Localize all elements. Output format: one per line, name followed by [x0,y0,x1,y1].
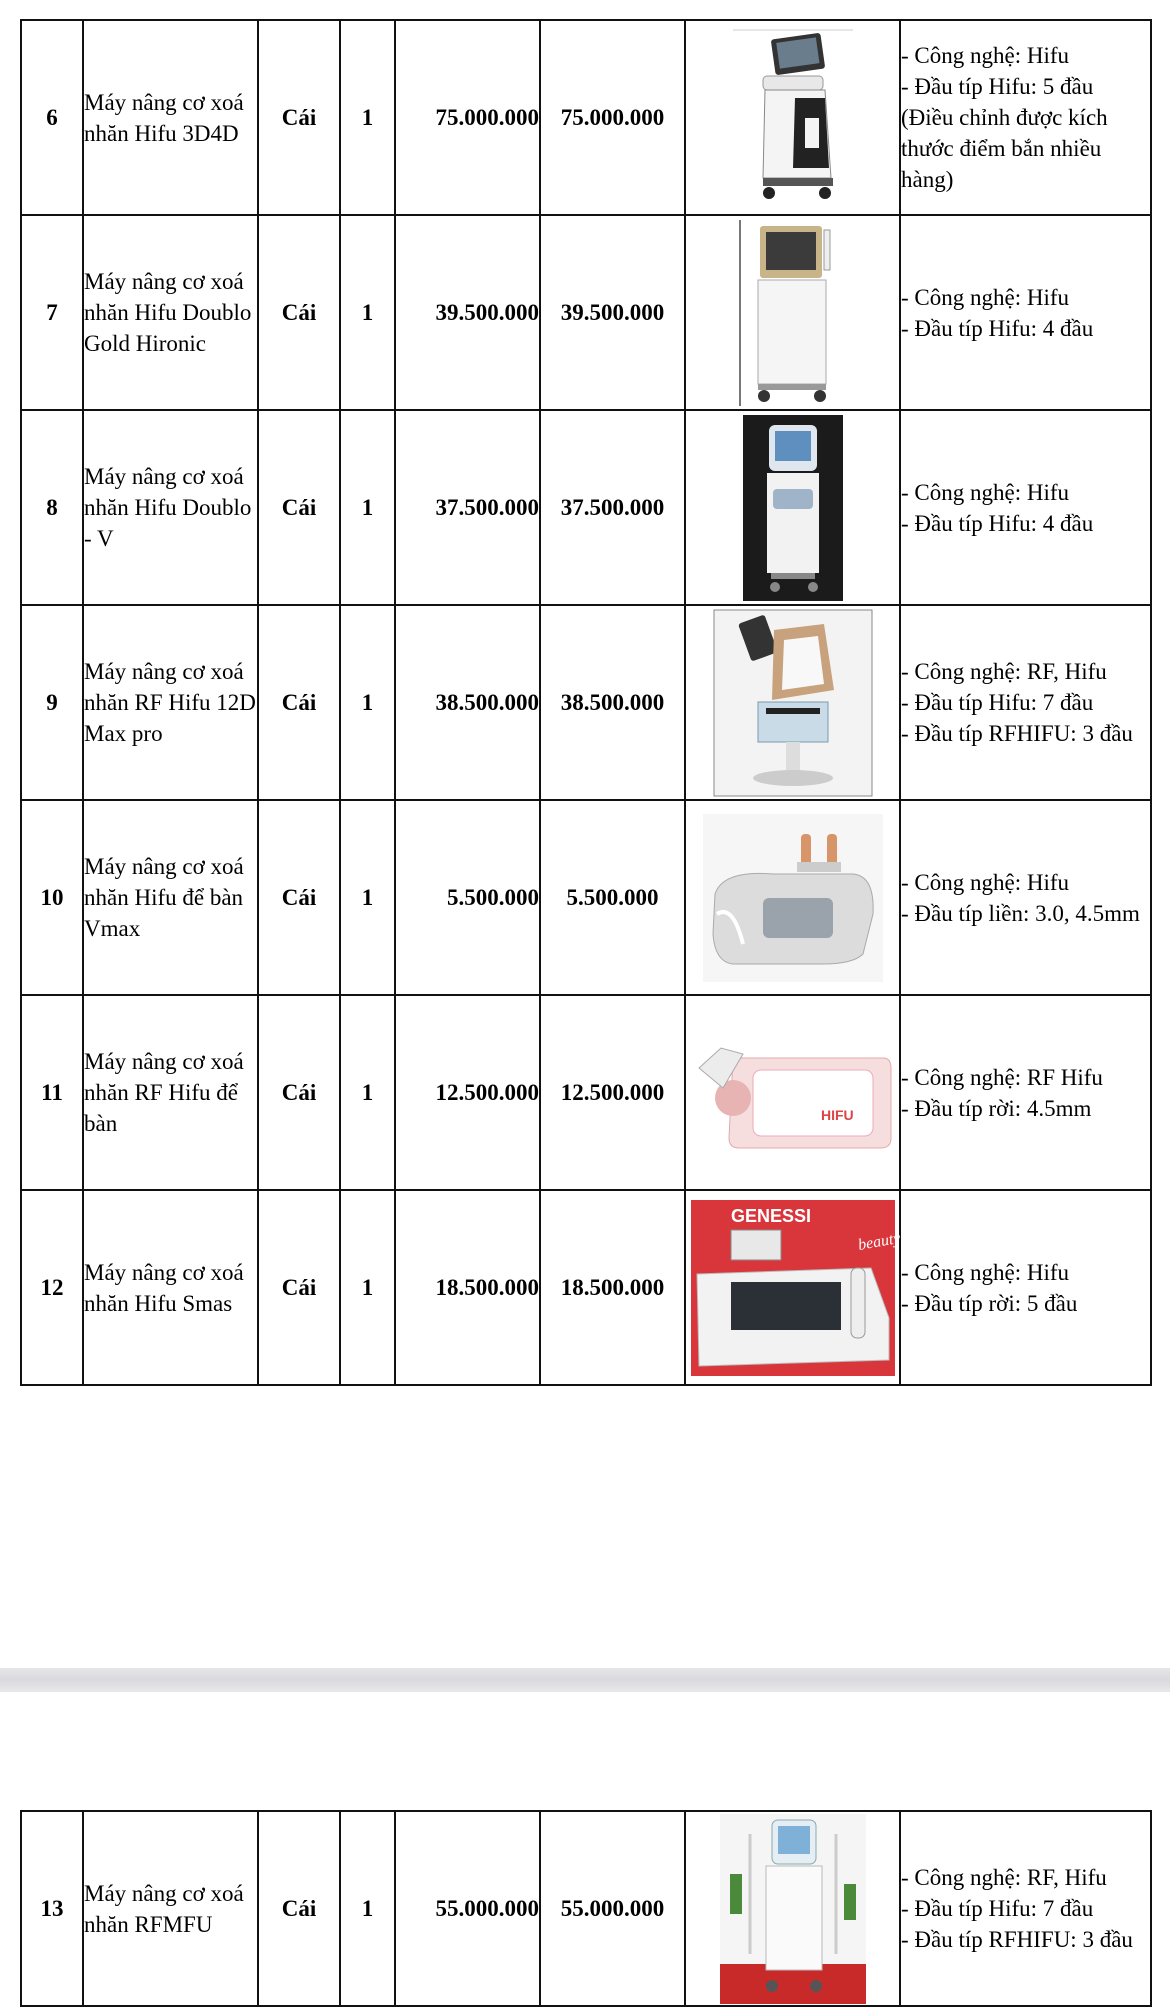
quantity-cell: 1 [340,800,395,995]
quantity-cell: 1 [340,995,395,1190]
specification-cell [900,410,1151,605]
table-row [21,1811,1151,2006]
unit-price-cell: 38.500.000 [395,605,540,800]
specification-cell [900,605,1151,800]
quantity-cell: 1 [340,605,395,800]
spec-line: - Công nghệ: Hifu [901,869,1070,895]
quantity-cell: 1 [340,410,395,605]
product-name-cell: Máy nâng cơ xoá nhăn RF Hifu 12D Max pro [83,605,258,800]
svg-text:HIFU: HIFU [820,1106,854,1123]
product-name-cell: Máy nâng cơ xoá nhăn Hifu 3D4D [83,20,258,215]
specification-cell [900,800,1151,995]
unit-cell: Cái [258,20,340,215]
product-name-cell: Máy nâng cơ xoá nhăn RF Hifu để bàn [83,995,258,1190]
total-price-cell: 38.500.000 [540,605,685,800]
quantity-cell: 1 [340,20,395,215]
product-name-cell: Máy nâng cơ xoá nhăn RFMFU [83,1811,258,2006]
unit-cell: Cái [258,605,340,800]
spec-line: - Công nghệ: Hifu [901,479,1070,505]
spec-line: - Đầu típ RFHIFU: 3 đầu [901,721,1133,746]
row-number-cell: 11 [21,995,83,1190]
spec-line: - Đầu típ Hifu: 4 đầu [901,315,1094,341]
svg-text:GENESSI: GENESSI [730,1205,811,1226]
specification-cell [900,1190,1151,1385]
table-row [21,605,1151,800]
unit-price-cell: 55.000.000 [395,1811,540,2006]
table-row [21,800,1151,995]
spec-line: - Công nghệ: Hifu [901,43,1070,68]
unit-cell: Cái [258,995,340,1190]
unit-price-cell: 37.500.000 [395,410,540,605]
unit-cell: Cái [258,410,340,605]
specification-cell [900,995,1151,1190]
product-image-cell [685,1190,900,1385]
quantity-cell: 1 [340,1811,395,2006]
total-price-cell: 37.500.000 [540,410,685,605]
total-price-cell: 18.500.000 [540,1190,685,1385]
spec-line: - Công nghệ: Hifu [901,1259,1070,1285]
spec-line: - Công nghệ: RF, Hifu [901,1865,1107,1890]
total-price-cell: 5.500.000 [540,800,685,995]
unit-price-cell: 18.500.000 [395,1190,540,1385]
spec-line: - Đầu típ Hifu: 7 đầu [901,1896,1094,1921]
total-price-cell: 75.000.000 [540,20,685,215]
table-row [21,995,1151,1190]
product-table [20,1810,1152,2007]
product-image-cell [685,1811,900,2006]
product-image [720,1814,866,2004]
unit-price-cell: 12.500.000 [395,995,540,1190]
page-separator [0,1668,1170,1692]
table-row [21,20,1151,215]
product-image [738,220,848,406]
spec-line: - Đầu típ rời: 5 đầu [901,1290,1078,1316]
specification-cell [900,215,1151,410]
product-image-cell [685,800,900,995]
document-page-2 [0,1692,1170,1995]
product-image [693,1028,893,1158]
product-name-cell: Máy nâng cơ xoá nhăn Hifu Smas [83,1190,258,1385]
row-number-cell: 8 [21,410,83,605]
unit-cell: Cái [258,1190,340,1385]
quantity-cell: 1 [340,1190,395,1385]
quantity-cell: 1 [340,215,395,410]
product-image-cell [685,215,900,410]
spec-line: - Công nghệ: Hifu [901,284,1070,310]
spec-line: - Đầu típ Hifu: 5 đầu [901,74,1094,99]
product-image [691,1200,902,1376]
unit-price-cell: 75.000.000 [395,20,540,215]
product-image [703,814,883,982]
unit-cell: Cái [258,1811,340,2006]
spec-line: - Đầu típ Hifu: 7 đầu [901,690,1094,715]
total-price-cell: 12.500.000 [540,995,685,1190]
product-image-cell [685,605,900,800]
specification-cell [900,1811,1151,2006]
spec-line: - Đầu típ RFHIFU: 3 đầu [901,1927,1133,1952]
product-image [743,415,843,601]
unit-price-cell: 39.500.000 [395,215,540,410]
unit-cell: Cái [258,800,340,995]
total-price-cell: 39.500.000 [540,215,685,410]
table-row [21,215,1151,410]
table-row [21,410,1151,605]
total-price-cell: 55.000.000 [540,1811,685,2006]
product-table [20,19,1152,1386]
spec-line: - Công nghệ: RF Hifu [901,1064,1103,1090]
product-name-cell: Máy nâng cơ xoá nhăn Hifu Doublo - V [83,410,258,605]
row-number-cell: 6 [21,20,83,215]
spec-line: - Đầu típ rời: 4.5mm [901,1095,1092,1121]
product-image [714,610,872,796]
unit-price-cell: 5.500.000 [395,800,540,995]
product-name-cell: Máy nâng cơ xoá nhăn Hifu để bàn Vmax [83,800,258,995]
svg-text:beauty: beauty [856,1229,902,1254]
specification-cell [900,20,1151,215]
table-row [21,1190,1151,1385]
row-number-cell: 10 [21,800,83,995]
spec-line: (Điều chỉnh được kích thước điểm bắn nhiều hàng) [901,105,1108,192]
product-image [733,28,853,208]
spec-line: - Công nghệ: RF, Hifu [901,659,1107,684]
row-number-cell: 12 [21,1190,83,1385]
product-name-cell: Máy nâng cơ xoá nhăn Hifu Doublo Gold Hironic [83,215,258,410]
product-image-cell [685,995,900,1190]
spec-line: - Đầu típ liền: 3.0, 4.5mm [901,900,1140,926]
row-number-cell: 9 [21,605,83,800]
spec-line: - Đầu típ Hifu: 4 đầu [901,510,1094,536]
product-image-cell [685,20,900,215]
row-number-cell: 13 [21,1811,83,2006]
product-image-cell [685,410,900,605]
unit-cell: Cái [258,215,340,410]
row-number-cell: 7 [21,215,83,410]
